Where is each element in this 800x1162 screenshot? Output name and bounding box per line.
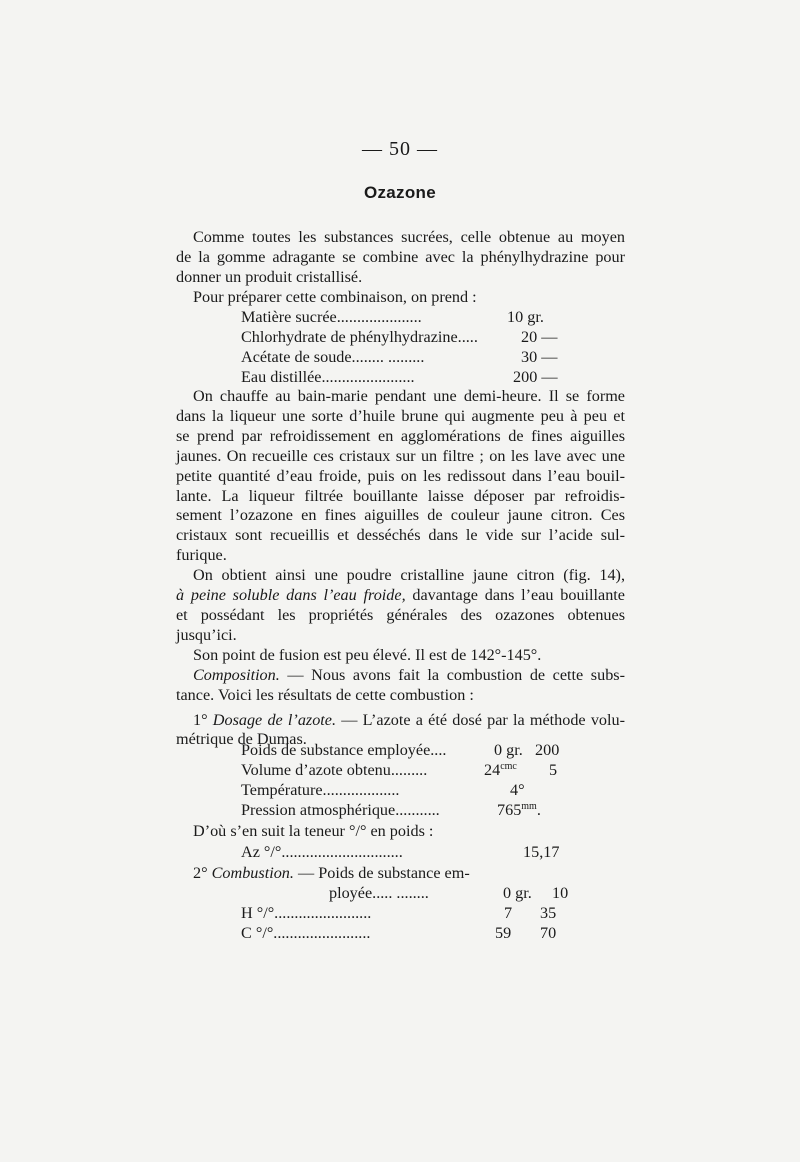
combustion-row xyxy=(193,884,593,904)
dumas-value: 5 xyxy=(549,760,558,779)
method-line: petite quantité d’eau froide, puis on les redissout dans l’eau bouil- xyxy=(176,466,625,485)
method-line: jaunes. On recueille ces cristaux sur un filtre ; on les lave avec une xyxy=(176,446,625,465)
powder-rest: davantage dans l’eau bouillante xyxy=(405,586,625,605)
ingredient-row xyxy=(241,368,561,388)
hc-value: 35 xyxy=(540,903,557,922)
hc-value: 7 xyxy=(504,903,513,922)
dumas-label: Volume d’azote obtenu......... xyxy=(241,760,428,779)
method-paragraph xyxy=(176,387,625,750)
composition-text: — Nous avons fait la combustion de cette subs- xyxy=(279,665,625,684)
method-line: cristaux sont recueillis et desséchés dans le vide sur l’acide sul- xyxy=(176,526,625,545)
az-table xyxy=(241,843,571,863)
ingredients-table xyxy=(241,308,561,388)
combustion-heading xyxy=(193,864,470,884)
combustion-value: 0 gr. xyxy=(503,883,532,902)
ingredient-name: Chlorhydrate de phénylhydrazine..... xyxy=(241,327,478,346)
ingredient-qty: 30 — xyxy=(521,347,558,366)
ingredient-qty: 200 — xyxy=(513,367,558,386)
hc-label: C °/°........................ xyxy=(241,923,371,942)
dumas-row xyxy=(241,761,571,781)
combustion-text: — Poids de substance em- xyxy=(293,864,470,882)
nitrogen-line xyxy=(176,711,625,731)
nitrogen-label: Dosage de l’azote. xyxy=(212,710,337,729)
intro-line: Comme toutes les substances sucrées, celle obtenue au moyen xyxy=(193,228,625,246)
dumas-row xyxy=(241,741,571,761)
hc-row xyxy=(193,904,593,924)
dumas-value xyxy=(497,801,541,821)
method-line: furique. xyxy=(176,546,227,565)
combustion-table xyxy=(193,864,593,944)
result-intro: D’où s’en suit la teneur °/° en poids : xyxy=(193,822,434,840)
powder-line xyxy=(176,586,625,606)
method-line: On chauffe au bain-marie pendant une demi-heure. Il se forme xyxy=(193,387,625,405)
dumas-row xyxy=(241,801,571,821)
powder-italic: à peine soluble dans l’eau froide, xyxy=(176,586,406,605)
dumas-period: . xyxy=(536,800,541,819)
ingredient-row xyxy=(241,308,561,328)
intro-line: donner un produit cristallisé. xyxy=(176,267,363,286)
prep-intro: Pour préparer cette combinaison, on prend : xyxy=(193,287,477,306)
ingredient-name: Eau distillée....................... xyxy=(241,367,415,386)
dumas-label: Pression atmosphérique........... xyxy=(241,800,440,819)
dumas-table xyxy=(241,741,571,821)
method-line: sement l’ozazone en fines aiguilles de couleur jaune citron. Ces xyxy=(176,506,625,525)
dumas-row xyxy=(241,781,571,801)
combustion-label-2: ployée..... ........ xyxy=(329,883,429,902)
ingredient-row xyxy=(241,348,561,368)
hc-value: 70 xyxy=(540,923,557,942)
dumas-value: 0 gr. xyxy=(494,741,523,759)
dumas-unit: cmc xyxy=(500,760,517,772)
composition-line xyxy=(176,666,625,686)
intro-paragraph xyxy=(176,228,625,308)
page-number: — 50 — xyxy=(362,138,438,160)
method-line: lante. La liqueur filtrée bouillante laisse déposer par refroidis- xyxy=(176,486,625,505)
composition-line: tance. Voici les résultats de cette combustion : xyxy=(176,685,474,704)
ingredient-name: Matière sucrée..................... xyxy=(241,308,422,326)
method-line: dans la liqueur une sorte d’huile brune qui augmente peu à peu et xyxy=(176,406,625,425)
hc-row xyxy=(193,924,593,944)
powder-line: jusqu’ici. xyxy=(176,625,237,644)
dumas-unit: mm xyxy=(521,800,537,812)
az-label: Az °/°.............................. xyxy=(241,843,403,861)
nitrogen-line: métrique de Dumas. xyxy=(176,730,307,749)
powder-line: On obtient ainsi une poudre cristalline jaune citron (fig. 14), xyxy=(193,566,625,585)
combustion-row xyxy=(193,864,593,884)
ingredient-qty: 10 gr. xyxy=(507,308,544,326)
dumas-label: Poids de substance employée.... xyxy=(241,741,447,759)
powder-line: et possédant les propriétés générales des ozazones obtenues xyxy=(176,605,625,624)
hc-value: 59 xyxy=(495,923,512,942)
ingredient-qty: 20 — xyxy=(521,327,558,346)
dumas-value-num: 24 xyxy=(484,760,501,779)
dumas-value-num: 765 xyxy=(497,800,522,819)
result-intro-block xyxy=(193,822,593,842)
ingredient-row xyxy=(241,328,561,348)
combustion-value: 10 xyxy=(552,883,569,902)
dumas-value: 200 xyxy=(535,741,560,759)
method-line: se prend par refroidissement en agglomérations de fines aiguilles xyxy=(176,426,625,445)
combustion-num: 2° xyxy=(193,864,212,882)
dumas-value: 4° xyxy=(510,780,525,799)
az-value: 15,17 xyxy=(523,843,560,861)
az-row xyxy=(241,843,571,863)
hc-label: H °/°........................ xyxy=(241,903,372,922)
composition-label: Composition. xyxy=(193,665,280,684)
combustion-label: Combustion. xyxy=(211,864,294,882)
dumas-value xyxy=(484,761,517,781)
dumas-label: Température................... xyxy=(241,780,400,799)
section-title: Ozazone xyxy=(363,183,436,202)
nitrogen-num: 1° xyxy=(193,710,213,729)
nitrogen-text: — L’azote a été dosé par la méthode volu- xyxy=(336,710,625,729)
intro-line: de la gomme adragante se combine avec la phénylhydrazine pour xyxy=(176,247,625,266)
result-intro-row xyxy=(193,822,593,842)
fusion-line: Son point de fusion est peu élevé. Il est de 142°-145°. xyxy=(193,645,542,664)
ingredient-name: Acétate de soude........ ......... xyxy=(241,347,425,366)
